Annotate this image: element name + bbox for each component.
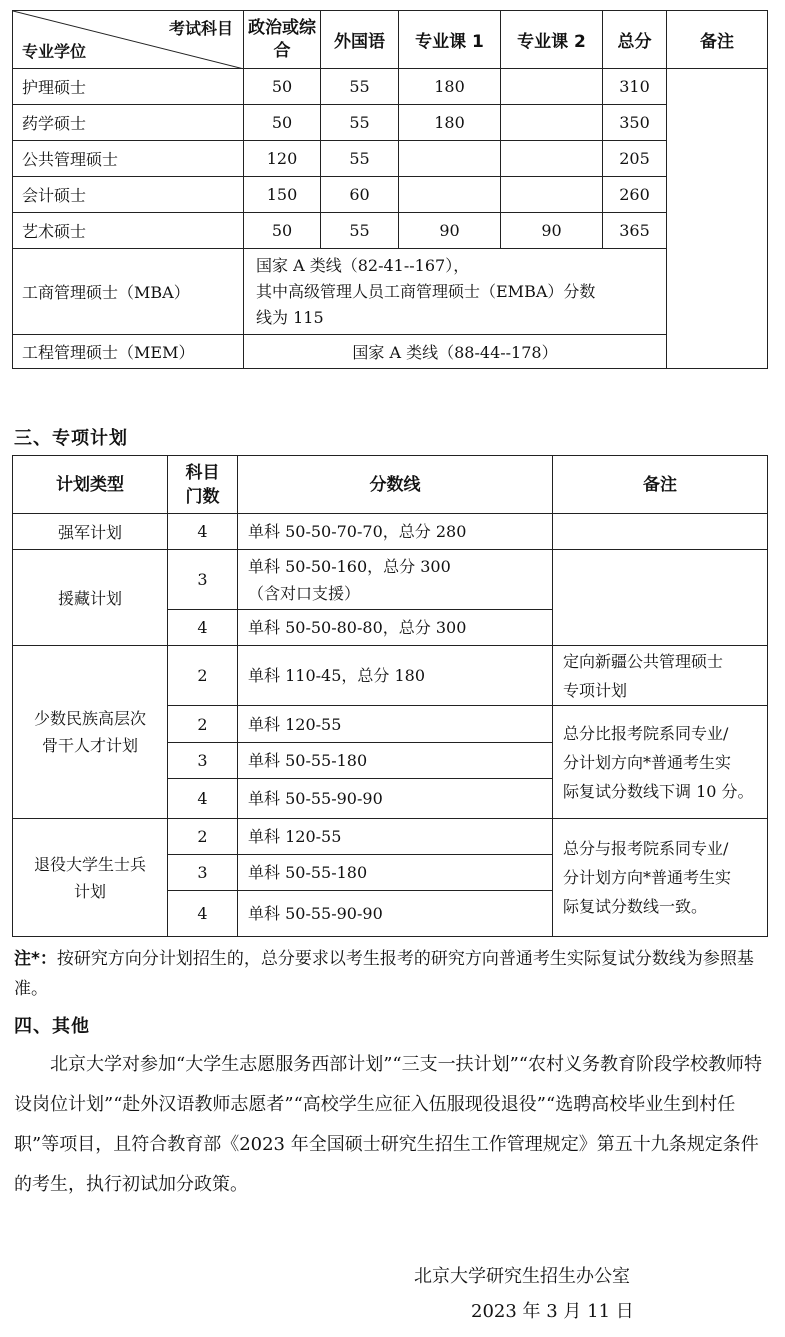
header-subject-count	[168, 456, 238, 514]
section-4-paragraph: 北京大学对参加“大学生志愿服务西部计划”“三支一扶计划”“农村义务教育阶段学校教师特设岗位计划”“赴外汉语教师志愿者”“高校学生应征入伍服现役退役”“选聘高校毕业生到村任职”等项目，且符合教育部《2023 年全国硕士研究生招生工作管理规定》第五十九条规定条件的考生，执行初试加分政策。	[14, 1054, 763, 1195]
section-4-title: 四、其他	[14, 1016, 90, 1037]
subject-count: 4	[168, 514, 238, 550]
header-major-2: 专业课 2	[501, 11, 603, 69]
table-row	[13, 646, 768, 706]
score-politics: 50	[244, 105, 321, 141]
plan-name	[13, 819, 168, 937]
subject-count: 2	[168, 819, 238, 855]
score-major-1: 180	[399, 69, 501, 105]
plan-name-line: 计划	[73, 881, 106, 901]
header-remark: 备注	[667, 11, 768, 69]
header-score-line: 分数线	[238, 456, 553, 514]
plan-name	[13, 646, 168, 819]
score-line: 单科 120-55	[238, 819, 553, 855]
header-subject-line: 门数	[185, 486, 220, 507]
mba-line: 国家 A 类线（82-41--167），	[256, 255, 470, 275]
table-row	[13, 141, 768, 177]
subject-count: 2	[168, 646, 238, 706]
remark-cell	[553, 646, 768, 706]
score-line: 单科 50-50-80-80，总分 300	[238, 610, 553, 646]
score-major-2: 90	[501, 213, 603, 249]
subject-count: 3	[168, 550, 238, 610]
score-total: 205	[603, 141, 667, 177]
mem-score-text: 国家 A 类线（88-44--178）	[244, 335, 667, 369]
signature-date: 2023 年 3 月 11 日	[471, 1301, 634, 1322]
score-major-2	[501, 69, 603, 105]
subject-count: 3	[168, 855, 238, 891]
score-foreign: 55	[321, 105, 399, 141]
header-plan-type: 计划类型	[13, 456, 168, 514]
score-politics: 120	[244, 141, 321, 177]
table-row	[13, 819, 768, 855]
remark-line: 分计划方向*普通考生实	[563, 752, 732, 772]
degree-name: 护理硕士	[13, 69, 244, 105]
plan-name: 强军计划	[13, 514, 168, 550]
score-major-1: 90	[399, 213, 501, 249]
score-line: 单科 50-55-180	[238, 855, 553, 891]
table-row	[13, 335, 768, 369]
table-row	[13, 105, 768, 141]
score-line: 单科 50-55-90-90	[238, 891, 553, 937]
plan-name-line: 骨干人才计划	[41, 736, 138, 755]
score-major-2	[501, 141, 603, 177]
score-politics: 150	[244, 177, 321, 213]
score-total: 310	[603, 69, 667, 105]
diagonal-header-cell	[13, 11, 244, 69]
table-row	[13, 550, 768, 610]
plan-name-line: 少数民族高层次	[33, 709, 146, 728]
special-plan-table	[12, 455, 768, 937]
score-total: 365	[603, 213, 667, 249]
score-line: 单科 50-55-180	[238, 743, 553, 779]
plan-name-line: 退役大学生士兵	[33, 854, 146, 874]
score-major-1	[399, 141, 501, 177]
section-3-title: 三、专项计划	[14, 428, 128, 449]
score-major-1	[399, 177, 501, 213]
remark-line: 际复试分数线下调 10 分。	[563, 781, 754, 801]
plan-name: 援藏计划	[13, 550, 168, 646]
degree-name: 公共管理硕士	[13, 141, 244, 177]
score-major-1: 180	[399, 105, 501, 141]
degree-header: 专业学位	[22, 42, 87, 61]
remark-line: 专项计划	[563, 680, 628, 700]
header-total: 总分	[603, 11, 667, 69]
score-total: 350	[603, 105, 667, 141]
score-line: 单科 50-50-70-70，总分 280	[238, 514, 553, 550]
score-foreign: 55	[321, 69, 399, 105]
score-foreign: 55	[321, 141, 399, 177]
remark-line: 定向新疆公共管理硕士	[563, 651, 724, 671]
subject-count: 3	[168, 743, 238, 779]
footnote-label: 注*：	[14, 949, 57, 969]
score-line: 单科 110-45，总分 180	[238, 646, 553, 706]
score-line-text: （含对口支援）	[248, 583, 361, 603]
subject-count: 2	[168, 706, 238, 743]
remark-line: 总分与报考院系同专业/	[563, 839, 729, 858]
score-line	[238, 550, 553, 610]
table-row	[13, 213, 768, 249]
table-row	[13, 69, 768, 105]
footnote	[14, 944, 766, 1004]
remark-cell	[553, 706, 768, 819]
mba-score-text	[244, 249, 667, 335]
score-line: 单科 120-55	[238, 706, 553, 743]
header-remark: 备注	[553, 456, 768, 514]
table-row	[13, 514, 768, 550]
score-line: 单科 50-55-90-90	[238, 779, 553, 819]
header-politics: 政治或综合	[244, 11, 321, 69]
score-politics: 50	[244, 213, 321, 249]
score-politics: 50	[244, 69, 321, 105]
subject-count: 4	[168, 891, 238, 937]
mba-line: 其中高级管理人员工商管理硕士（EMBA）分数	[256, 281, 596, 301]
table-row	[13, 177, 768, 213]
degree-name-mem: 工程管理硕士（MEM）	[13, 335, 244, 369]
remark-cell	[667, 69, 768, 369]
mba-line: 线为 115	[256, 307, 324, 327]
degree-name: 会计硕士	[13, 177, 244, 213]
degree-score-table	[12, 10, 768, 369]
score-major-2	[501, 177, 603, 213]
header-subject-line: 科目	[185, 462, 220, 483]
score-major-2	[501, 105, 603, 141]
degree-name-mba: 工商管理硕士（MBA）	[13, 249, 244, 335]
score-foreign: 55	[321, 213, 399, 249]
signature-office: 北京大学研究生招生办公室	[414, 1266, 630, 1287]
header-foreign-language: 外国语	[321, 11, 399, 69]
degree-name: 艺术硕士	[13, 213, 244, 249]
footnote-text: 按研究方向分计划招生的，总分要求以考生报考的研究方向普通考生实际复试分数线为参照基准。	[14, 949, 754, 999]
remark-line: 总分比报考院系同专业/	[563, 723, 729, 743]
score-line-text: 单科 50-50-160，总分 300	[248, 556, 451, 576]
remark-line: 分计划方向*普通考生实	[563, 868, 732, 887]
subject-count: 4	[168, 610, 238, 646]
remark-cell	[553, 550, 768, 646]
remark-cell	[553, 819, 768, 937]
header-major-1: 专业课 1	[399, 11, 501, 69]
exam-subject-header: 考试科目	[168, 19, 233, 38]
score-foreign: 60	[321, 177, 399, 213]
degree-name: 药学硕士	[13, 105, 244, 141]
score-total: 260	[603, 177, 667, 213]
subject-count: 4	[168, 779, 238, 819]
remark-line: 际复试分数线一致。	[563, 897, 708, 916]
remark-cell	[553, 514, 768, 550]
table-row	[13, 249, 768, 335]
